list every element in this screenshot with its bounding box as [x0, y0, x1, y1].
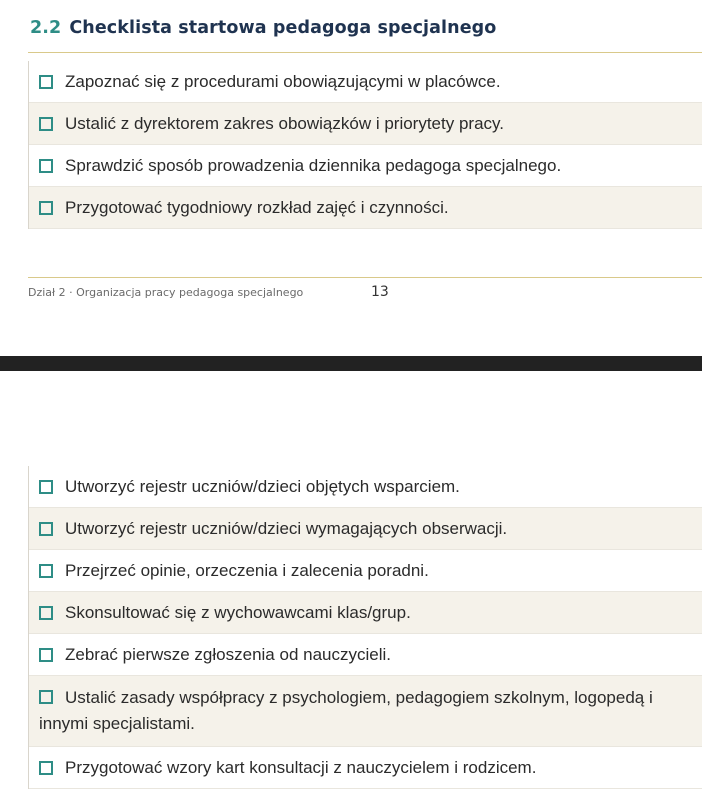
- checklist-item[interactable]: [29, 61, 702, 103]
- checklist-item[interactable]: [29, 187, 702, 229]
- checkbox-icon[interactable]: [39, 761, 53, 775]
- checklist-item-label: Sprawdzić sposób prowadzenia dziennika pedagoga specjalnego.: [65, 155, 562, 175]
- checklist-item[interactable]: [29, 145, 702, 187]
- checklist-page-2: [28, 466, 702, 789]
- section-title: Checklista startowa pedagoga specjalnego: [69, 18, 497, 38]
- checklist-item-label: Przygotować wzory kart konsultacji z nauczycielem i rodzicem.: [65, 757, 537, 777]
- checkbox-icon[interactable]: [39, 648, 53, 662]
- checklist-item-label: Ustalić z dyrektorem zakres obowiązków i priorytety pracy.: [65, 113, 504, 133]
- checklist-item[interactable]: [29, 592, 702, 634]
- checkbox-icon[interactable]: [39, 690, 53, 704]
- checklist-item[interactable]: [29, 103, 702, 145]
- checkbox-icon[interactable]: [39, 564, 53, 578]
- checklist-page-1: [28, 61, 702, 229]
- checklist-item-label: Skonsultować się z wychowawcami klas/grup.: [65, 602, 411, 622]
- checkbox-icon[interactable]: [39, 117, 53, 131]
- checklist-item-label: Zapoznać się z procedurami obowiązującymi w placówce.: [65, 71, 501, 91]
- checkbox-icon[interactable]: [39, 480, 53, 494]
- checklist-item-label: Ustalić zasady współpracy z psychologiem, pedagogiem szkolnym, logopedą i innymi specjalistami.: [39, 688, 653, 733]
- checklist-item[interactable]: [29, 550, 702, 592]
- checkbox-icon[interactable]: [39, 75, 53, 89]
- footer-rule: [28, 277, 702, 278]
- checklist-item[interactable]: [29, 747, 702, 789]
- section-number: 2.2: [30, 18, 62, 38]
- checkbox-icon[interactable]: [39, 606, 53, 620]
- checklist-item[interactable]: [29, 676, 702, 747]
- section-heading: [30, 18, 496, 38]
- checkbox-icon[interactable]: [39, 201, 53, 215]
- checklist-item-label: Utworzyć rejestr uczniów/dzieci wymagających obserwacji.: [65, 518, 508, 538]
- heading-rule: [28, 52, 702, 53]
- page-number: 13: [371, 284, 389, 300]
- checklist-item-label: Zebrać pierwsze zgłoszenia od nauczycieli.: [65, 644, 391, 664]
- checklist-item[interactable]: [29, 508, 702, 550]
- checkbox-icon[interactable]: [39, 159, 53, 173]
- checklist-item[interactable]: [29, 466, 702, 508]
- checkbox-icon[interactable]: [39, 522, 53, 536]
- page-footer: Dział 2 · Organizacja pracy pedagoga specjalnego: [28, 286, 304, 299]
- checklist-item-label: Utworzyć rejestr uczniów/dzieci objętych wsparciem.: [65, 476, 460, 496]
- checklist-item[interactable]: [29, 634, 702, 676]
- checklist-item-label: Przejrzeć opinie, orzeczenia i zalecenia poradni.: [65, 560, 429, 580]
- checklist-item-label: Przygotować tygodniowy rozkład zajęć i czynności.: [65, 197, 449, 217]
- page-break-divider: [0, 356, 702, 371]
